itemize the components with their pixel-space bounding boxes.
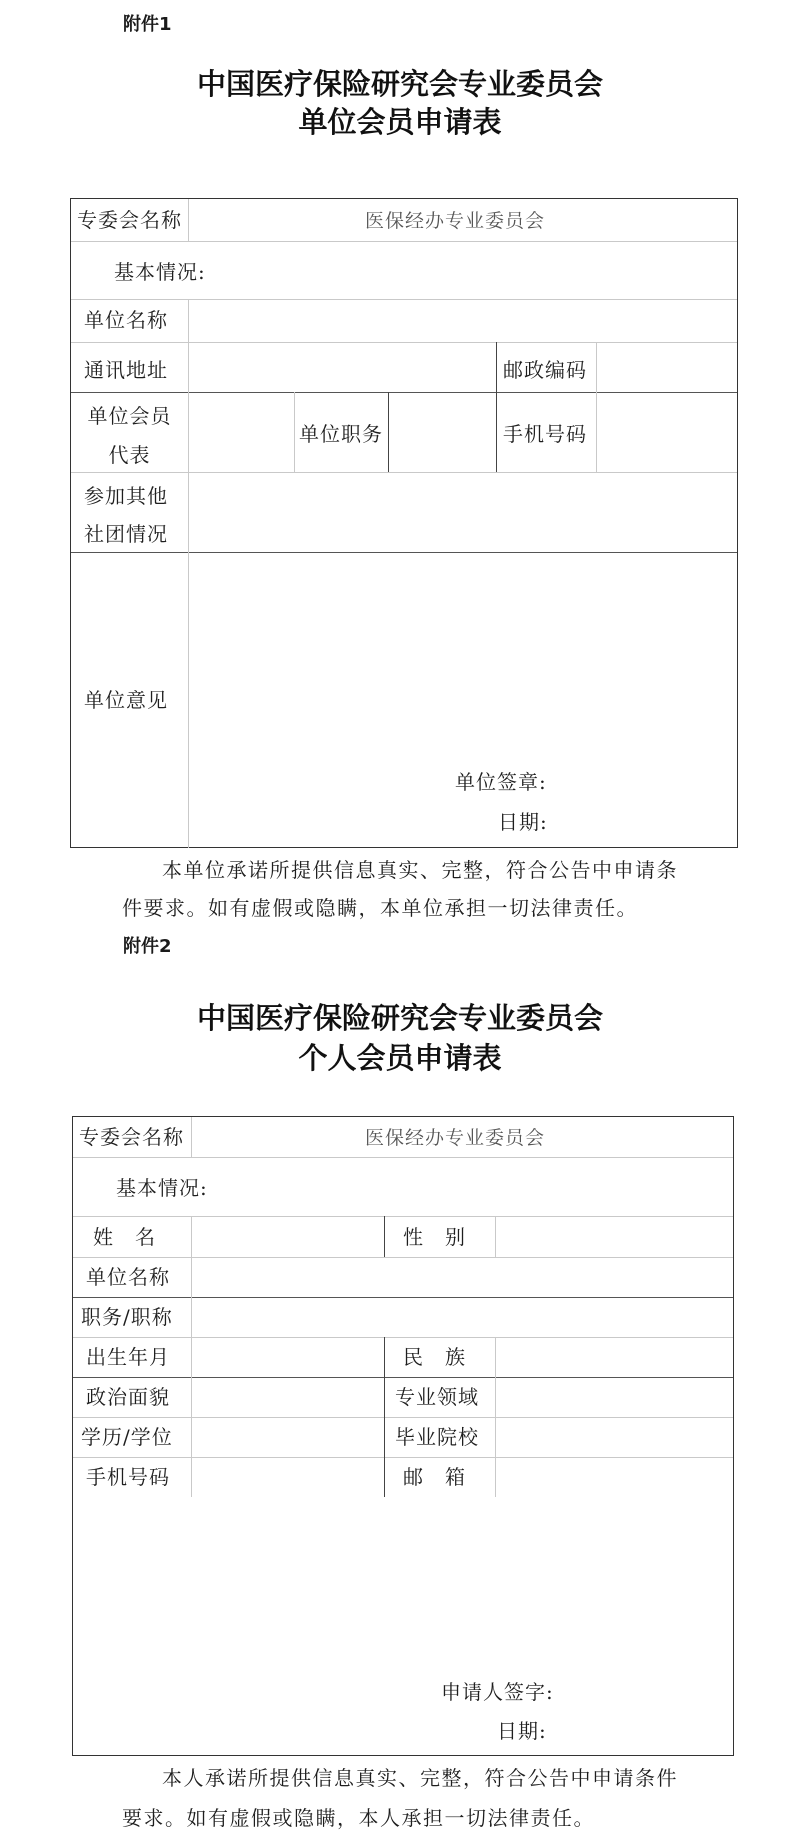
attachment-label-1: 附件1 [123,14,172,35]
applicant-signature-label: 申请人签字: [441,1680,554,1704]
other-society-label-line1: 参加其他 [84,484,168,508]
personal-promise-line1: 本人承诺所提供信息真实、完整，符合公告中申请条件 [162,1766,678,1790]
education-label: 学历/学位 [81,1425,173,1449]
p-unit-name-label: 单位名称 [86,1265,170,1289]
unit-name-label: 单位名称 [84,308,168,332]
p-basic-info-label: 基本情况: [116,1176,208,1200]
unit-seal-label: 单位签章: [455,770,547,794]
form1-title-line1: 中国医疗保险研究会专业委员会 [196,67,603,101]
unit-date-label: 日期: [498,810,548,834]
personal-promise-line2: 要求。如有虚假或隐瞒，本人承担一切法律责任。 [122,1806,595,1830]
ethnicity-label: 民 族 [403,1345,466,1369]
p-committee-name-value[interactable]: 医保经办专业委员会 [365,1127,546,1149]
form2-title-line2: 个人会员申请表 [298,1041,502,1075]
mobile-label: 手机号码 [503,422,587,446]
personal-member-table [72,1116,734,1756]
p-mobile-label: 手机号码 [86,1465,170,1489]
other-society-label-line2: 社团情况 [84,522,168,546]
unit-opinion-label: 单位意见 [84,688,168,712]
attachment-label-2: 附件2 [123,936,172,957]
unit-member-table [70,198,738,848]
basic-info-label: 基本情况: [114,260,206,284]
birth-label: 出生年月 [86,1345,170,1369]
address-label: 通讯地址 [84,358,168,382]
committee-name-value[interactable]: 医保经办专业委员会 [365,210,546,232]
unit-position-label: 单位职务 [299,422,383,446]
political-label: 政治面貌 [86,1385,170,1409]
field-label: 专业领域 [395,1385,479,1409]
unit-promise-line1: 本单位承诺所提供信息真实、完整，符合公告中申请条 [162,858,678,882]
unit-promise-line2: 件要求。如有虚假或隐瞒，本单位承担一切法律责任。 [122,896,638,920]
unit-rep-label-line1: 单位会员 [87,404,172,428]
form1-title-line2: 单位会员申请表 [298,105,502,139]
postcode-label: 邮政编码 [503,358,587,382]
school-label: 毕业院校 [395,1425,479,1449]
gender-label: 性 别 [403,1225,466,1249]
p-date-label: 日期: [497,1719,547,1743]
committee-name-label: 专委会名称 [77,208,182,232]
p-committee-name-label: 专委会名称 [79,1125,184,1149]
unit-rep-label-line2: 代表 [108,443,151,467]
title-post-label: 职务/职称 [81,1305,173,1329]
email-label: 邮 箱 [403,1465,466,1489]
form2-title-line1: 中国医疗保险研究会专业委员会 [196,1001,603,1035]
name-label: 姓 名 [93,1225,156,1249]
